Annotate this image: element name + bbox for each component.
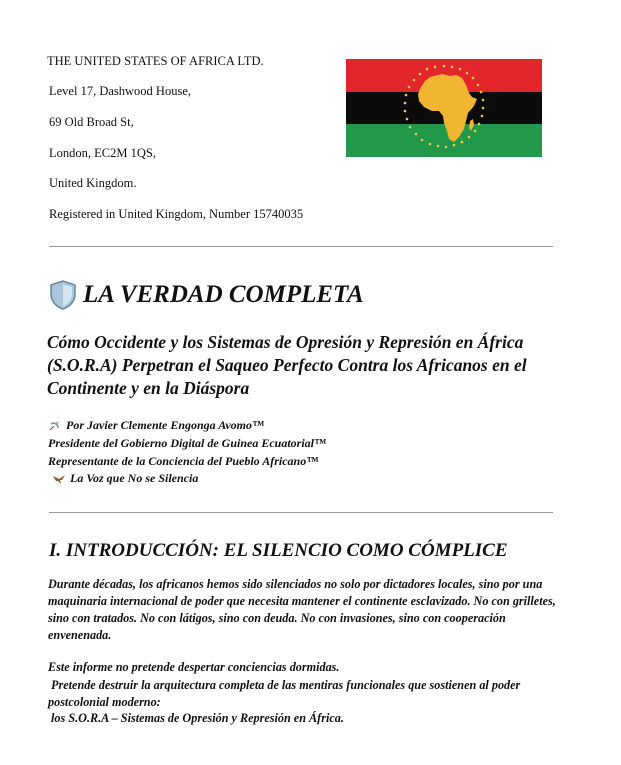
author-motto: La Voz que No se Silencia <box>70 471 199 485</box>
paragraph-line: Pretende destruir la arquitectura completa de las mentiras funcionales que sostienen al poder postcolonial moderno: <box>48 678 524 709</box>
africa-map-icon <box>346 59 542 157</box>
company-name: THE UNITED STATES OF AFRICA LTD. <box>47 54 264 68</box>
eagle-icon <box>52 473 66 485</box>
address-line: United Kingdom. <box>49 176 137 190</box>
section-heading: I. INTRODUCCIÓN: EL SILENCIO COMO CÓMPLICE <box>49 540 508 561</box>
address-line: Level 17, Dashwood House, <box>49 84 191 98</box>
paragraph-line: los S.O.R.A – Sistemas de Opresión y Represión en África. <box>48 711 344 725</box>
paragraph-line: Este informe no pretende despertar conciencias dormidas. <box>48 660 340 674</box>
document-subtitle: Cómo Occidente y los Sistemas de Opresión y Represión en África (S.O.R.A) Perpetran el Saqueo Perfecto Contra los Africanos en el Continente y en la Diáspora <box>47 332 527 398</box>
registration-line: Registered in United Kingdom, Number 15740035 <box>49 207 304 221</box>
intro-paragraph: Durante décadas, los africanos hemos sido silenciados no solo por dictadores locales, sino por una maquinaria internacional de poder que necesita mantener el continente esclavizado. No con grilletes, sino con tratados. No con látigos, sino con deuda. No con invasiones, sino con cooperación envenenada. <box>48 577 556 642</box>
address-line: London, EC2M 1QS, <box>49 146 156 160</box>
title-row <box>49 278 364 312</box>
pan-african-flag-icon <box>346 59 542 157</box>
author-role: Representante de la Conciencia del Pueblo Africano™ <box>48 454 319 468</box>
author-name: Por Javier Clemente Engonga Avomo™ <box>66 418 264 432</box>
author-motto-line <box>52 471 198 486</box>
author-line <box>48 418 264 433</box>
divider <box>49 512 553 513</box>
address-line: 69 Old Broad St, <box>49 115 134 129</box>
author-title: Presidente del Gobierno Digital de Guinea Ecuatorial™ <box>48 436 326 450</box>
shield-icon <box>49 280 77 310</box>
divider <box>49 246 553 247</box>
satellite-icon <box>48 420 62 432</box>
document-title: LA VERDAD COMPLETA <box>83 281 364 308</box>
